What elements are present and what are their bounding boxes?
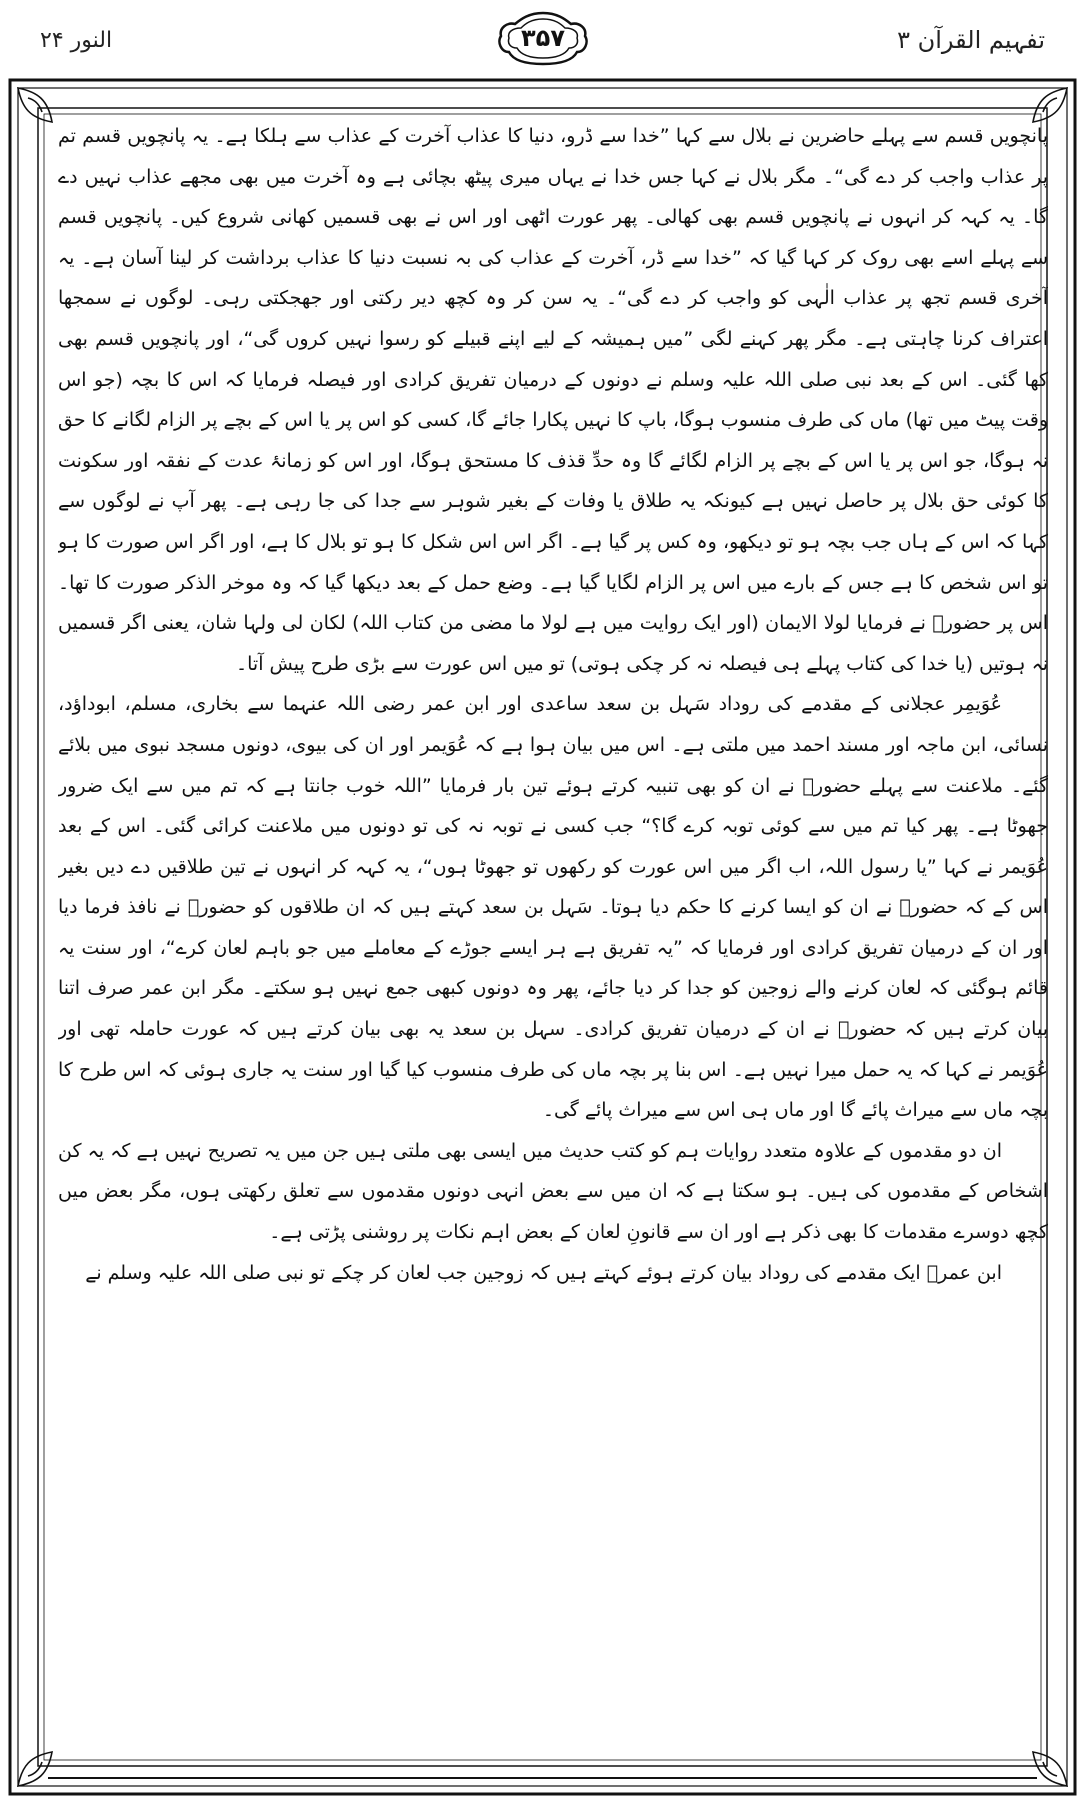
paragraph: عُوَیمِر عجلانی کے مقدمے کی روداد سَہل بن سعد ساعدی اور ابن عمر رضی اللہ عنہما سے بخاری، مسلم، ابوداؤد، نسائی، ابن ماجہ اور مسند احمد میں ملتی ہے۔ اس میں بیان ہوا ہے کہ عُوَیمر اور ان کی بیوی، دونوں مسجد نبوی میں بلائے گئے۔ ملاعنت سے پہلے حضورؐ نے ان کو بھی تنبیہ کرتے ہوئے تین بار فرمایا ”اللہ خوب جانتا ہے کہ تم میں سے ایک ضرور جھوٹا ہے۔ پھر کیا تم میں سے کوئی توبہ کرے گا؟“ جب کسی نے توبہ نہ کی تو دونوں میں ملاعنت کرائی گئی۔ اس کے بعد عُوَیمر نے کہا ”یا رسول اللہ، اب اگر میں اس عورت کو رکھوں تو جھوٹا ہوں“، یہ کہہ کر انہوں نے تین طلاقیں دے دیں بغیر اس کے کہ حضورؐ نے ان کو ایسا کرنے کا حکم دیا ہوتا۔ سَہل بن سعد کہتے ہیں کہ ان طلاقوں کو حضورؐ نے نافذ فرما دیا اور ان کے درمیان تفریق کرادی اور فرمایا کہ ”یہ تفریق ہے ہر ایسے جوڑے کے معاملے میں جو باہم لعان کرے“، اور سنت یہ قائم ہوگئی کہ لعان کرنے والے زوجین کو جدا کر دیا جائے، پھر وہ دونوں کبھی جمع نہیں ہو سکتے۔ مگر ابن عمر صرف اتنا بیان کرتے ہیں کہ حضورؐ نے ان کے درمیان تفریق کرادی۔ سہل بن سعد یہ بھی بیان کرتے ہیں کہ عورت حاملہ تھی اور عُوَیمر نے کہا کہ یہ حمل میرا نہیں ہے۔ اس بنا پر بچہ ماں کی طرف منسوب کیا گیا اور سنت یہ جاری ہوئی کہ اس طرح کا بچہ ماں سے میراث پائے گا اور ماں ہی اس سے میراث پائے گی۔ [58, 693, 1048, 1122]
book-title: تفہیم القرآن ۳ [897, 26, 1045, 54]
paragraph: ان دو مقدموں کے علاوہ متعدد روایات ہم کو کتب حدیث میں ایسی بھی ملتی ہیں جن میں یہ تصریح نہیں ہے کہ یہ کن اشخاص کے مقدموں کی ہیں۔ ہو سکتا ہے کہ ان میں سے بعض انہی دونوں مقدموں سے تعلق رکھتی ہوں، مگر بعض میں کچھ دوسرے مقدمات کا بھی ذکر ہے اور ان سے قانونِ لعان کے بعض اہم نکات پر روشنی پڑتی ہے۔ [58, 1139, 1048, 1244]
page-body [58, 116, 1048, 1786]
paragraph: پانچویں قسم سے پہلے حاضرین نے بلال سے کہا ”خدا سے ڈرو، دنیا کا عذاب آخرت کے عذاب سے ہلکا ہے۔ یہ پانچویں قسم تم پر عذاب واجب کر دے گی“۔ مگر بلال نے کہا جس خدا نے یہاں میری پیٹھ بچائی ہے وہ آخرت میں بھی مجھے عذاب نہیں دے گا۔ یہ کہہ کر انہوں نے پانچویں قسم بھی کھالی۔ پھر عورت اٹھی اور اس نے بھی قسمیں کھانی شروع کیں۔ پانچویں قسم سے پہلے اسے بھی روک کر کہا گیا کہ ”خدا سے ڈر، آخرت کے عذاب کی بہ نسبت دنیا کا عذاب برداشت کر لینا آسان ہے۔ یہ آخری قسم تجھ پر عذاب الٰہی کو واجب کر دے گی“۔ یہ سن کر وہ کچھ دیر رکتی اور جھجکتی رہی۔ لوگوں نے سمجھا اعتراف کرنا چاہتی ہے۔ مگر پھر کہنے لگی ”میں ہمیشہ کے لیے اپنے قبیلے کو رسوا نہیں کروں گی“، اور پانچویں قسم بھی کھا گئی۔ اس کے بعد نبی صلی اللہ علیہ وسلم نے دونوں کے درمیان تفریق کرادی اور فیصلہ فرمایا کہ اس کا بچہ (جو اس وقت پیٹ میں تھا) ماں کی طرف منسوب ہوگا، باپ کا نہیں پکارا جائے گا، کسی کو اس پر یا اس کے بچے پر الزام لگانے کا حق نہ ہوگا، جو اس پر یا اس کے بچے پر الزام لگائے گا وہ حدِّ قذف کا مستحق ہوگا، اور اس کو زمانۂ عدت کے نفقہ اور سکونت کا کوئی حق بلال پر حاصل نہیں ہے کیونکہ یہ طلاق یا وفات کے بغیر شوہر سے جدا کی جا رہی ہے۔ پھر آپ نے لوگوں سے کہا کہ اس کے ہاں جب بچہ ہو تو دیکھو، وہ کس پر گیا ہے۔ اگر اس اس شکل کا ہو تو بلال کا ہے، اور اگر اس صورت کا ہو تو اس شخص کا ہے جس کے بارے میں اس پر الزام لگایا گیا ہے۔ وضع حمل کے بعد دیکھا گیا کہ وہ موخر الذکر صورت کا تھا۔ اس پر حضورؐ نے فرمایا لولا الایمان (اور ایک روایت میں ہے لولا ما مضی من کتاب اللہ) لکان لی ولہا شان، یعنی اگر قسمیں نہ ہوتیں (یا خدا کی کتاب پہلے ہی فیصلہ نہ کر چکی ہوتی) تو میں اس عورت سے بڑی طرح پیش آتا۔ [58, 125, 1048, 675]
surah-name: النور ۲۴ [40, 28, 113, 53]
page-number: ۳۵۷ [521, 24, 565, 52]
page-header [0, 0, 1085, 80]
page-number-badge [495, 10, 591, 66]
paragraph: ابن عمرؓ ایک مقدمے کی روداد بیان کرتے ہوئے کہتے ہیں کہ زوجین جب لعان کر چکے تو نبی صلی اللہ علیہ وسلم نے [85, 1261, 1002, 1284]
